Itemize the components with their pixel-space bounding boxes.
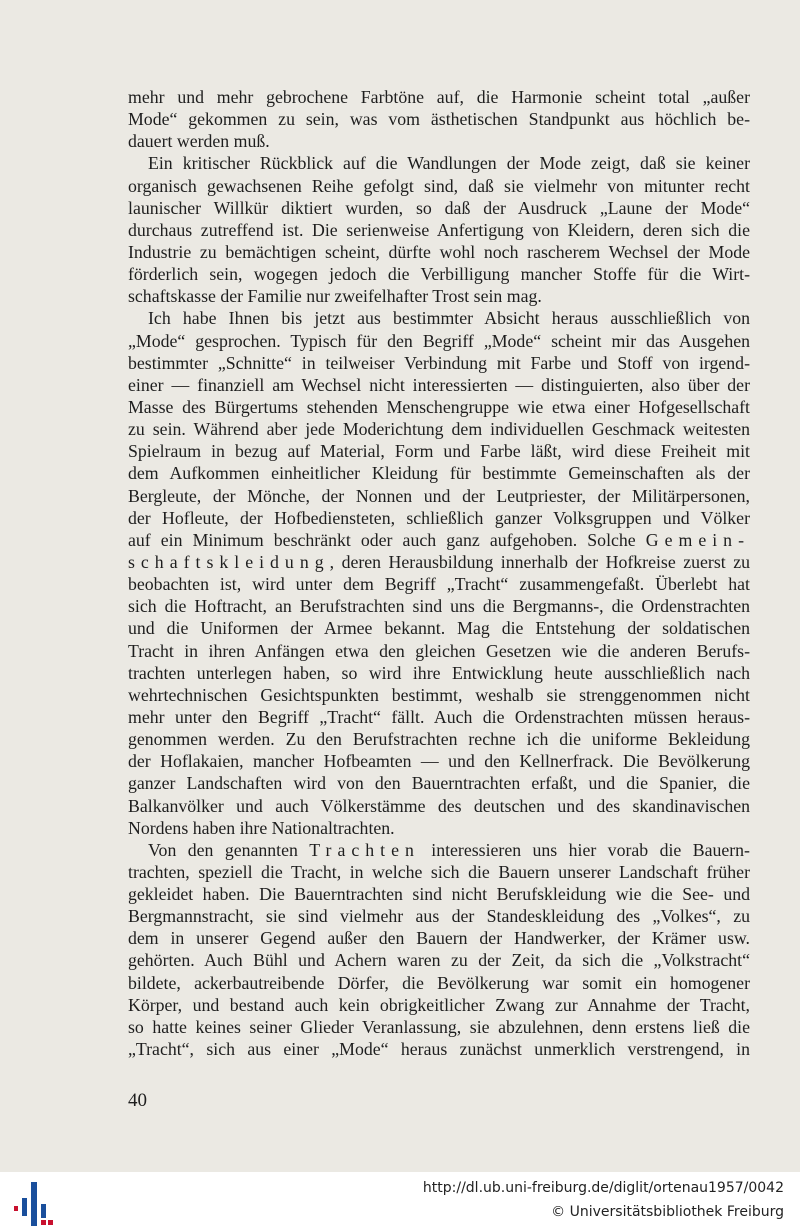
text-line: gekleidet haben. Die Bauerntrachten sind nicht Berufskleidung wie die See- und bbox=[128, 884, 750, 905]
text-line: wehrtechnischen Gesichtspunkten bestimmt, weshalb sie strenggenommen nicht bbox=[128, 684, 750, 705]
text-line: trachten unterlegen haben, so wird ihre Entwicklung heute ausschließlich nach bbox=[128, 662, 750, 683]
footer-bar bbox=[0, 1172, 800, 1232]
text-line: so hatte keines seiner Glieder Veranlassung, sie abzulehnen, denn erstens ließ die bbox=[128, 1016, 750, 1037]
page-number: 40 bbox=[128, 1090, 147, 1111]
text-line: durchaus zutreffend ist. Die serienweise Anfertigung von Kleidern, deren sich die bbox=[128, 219, 750, 240]
emphasized-word: Gemein- bbox=[645, 529, 750, 550]
text-line: Balkanvölker und auch Völkerstämme des deutschen und des skandinavischen bbox=[128, 795, 750, 816]
text-line: Industrie zu bemächtigen scheint, dürfte wohl noch rascherem Wechsel der Mode bbox=[128, 241, 750, 262]
text-line: Ich habe Ihnen bis jetzt aus bestimmter Absicht heraus ausschließlich von bbox=[148, 308, 750, 329]
copyright-notice: © Universitätsbibliothek Freiburg bbox=[551, 1204, 784, 1220]
paragraph-4 bbox=[128, 839, 750, 1060]
text-line: trachten, speziell die Tracht, in welche sich die Bauern unserer Landschaft früher bbox=[128, 861, 750, 882]
text-line: Nordens haben ihre Nationaltrachten. bbox=[128, 817, 395, 838]
text-line: schaftskasse der Familie nur zweifelhafter Trost sein mag. bbox=[128, 286, 542, 307]
text-line: Bergmannstracht, sie sind vielmehr aus der Standeskleidung des „Volkes“, zu bbox=[128, 906, 750, 927]
paragraph-1 bbox=[128, 86, 750, 152]
paragraph-2 bbox=[128, 152, 750, 307]
text-line: bildete, ackerbautreibende Dörfer, die Bevölkerung war somit ein homogener bbox=[128, 972, 750, 993]
text-line: einer — finanziell am Wechsel nicht interessierten — distinguierten, also über der bbox=[128, 374, 750, 395]
text-line: förderlich sein, wogegen jedoch die Verbilligung mancher Stoffe für die Wirt- bbox=[128, 264, 750, 285]
text-line: der Hofleute, der Hofbediensteten, schließlich ganzer Volksgruppen und Völker bbox=[128, 507, 750, 528]
text-line: dem in unserer Gegend außer den Bauern der Handwerker, der Krämer usw. bbox=[128, 928, 750, 949]
text-line: Körper, und bestand auch kein obrigkeitlicher Zwang zur Annahme der Tracht, bbox=[128, 994, 750, 1015]
text-line: dem Aufkommen einheitlicher Kleidung für bestimmte Gemeinschaften als der bbox=[128, 463, 750, 484]
text-line: auf ein Minimum beschränkt oder auch ganz aufgehoben. Solche Gemein- bbox=[128, 529, 750, 550]
text-line: bestimmter „Schnitte“ in teilweiser Verbindung mit Farbe und Stoff von irgend- bbox=[128, 352, 750, 373]
text-line: genommen werden. Zu den Berufstrachten rechne ich die uniforme Bekleidung bbox=[128, 729, 750, 750]
text-line: schaftskleidung, deren Herausbildung innerhalb der Hofkreise zuerst zu bbox=[128, 551, 750, 572]
text-line: Bergleute, der Mönche, der Nonnen und der Leutpriester, der Militärpersonen, bbox=[128, 485, 750, 506]
text-line: Spielraum in bezug auf Material, Form und Farbe läßt, wird diese Freiheit mit bbox=[128, 441, 750, 462]
paragraph-3 bbox=[128, 307, 750, 838]
body-text bbox=[128, 86, 750, 1060]
text-line: zu sein. Während aber jede Moderichtung dem individuellen Geschmack weitesten bbox=[128, 419, 750, 440]
text-line: „Mode“ gesprochen. Typisch für den Begriff „Mode“ scheint mir das Ausgehen bbox=[128, 330, 750, 351]
text-line: „Tracht“, sich aus einer „Mode“ heraus zunächst unmerklich verstrengend, in bbox=[128, 1039, 750, 1060]
text-line: Ein kritischer Rückblick auf die Wandlungen der Mode zeigt, daß sie keiner bbox=[148, 153, 750, 174]
text-line: Masse des Bürgertums stehenden Menschengruppe wie etwa einer Hofgesellschaft bbox=[128, 396, 750, 417]
text-line: beobachten ist, wird unter dem Begriff „Tracht“ zusammengefaßt. Überlebt hat bbox=[128, 574, 750, 595]
text-line: dauert werden muß. bbox=[128, 131, 270, 152]
text-line: Tracht in ihren Anfängen etwa den gleichen Gesetzen wie die anderen Berufs- bbox=[128, 640, 750, 661]
text-line: Von den genannten Trachten interessieren uns hier vorab die Bauern- bbox=[148, 839, 750, 860]
text-line: ganzer Landschaften wird von den Bauerntrachten erfaßt, und die Spanier, die bbox=[128, 773, 750, 794]
text-line: launischer Willkür diktiert wurden, so daß der Ausdruck „Laune der Mode“ bbox=[128, 197, 750, 218]
text-line: sich die Hoftracht, an Berufstrachten sind uns die Bergmanns-, die Ordenstrachten bbox=[128, 596, 750, 617]
permalink-url[interactable]: http://dl.ub.uni-freiburg.de/diglit/ortenau1957/0042 bbox=[422, 1180, 784, 1196]
emphasized-word: Trachten bbox=[309, 839, 420, 860]
text-line: organisch gewachsenen Reihe gefolgt sind, daß sie vielmehr von mitunter recht bbox=[128, 175, 750, 196]
university-library-logo-icon bbox=[14, 1182, 54, 1226]
text-line: Mode“ gekommen zu sein, was vom ästhetischen Standpunkt aus höchlich be- bbox=[128, 109, 750, 130]
text-line: und die Uniformen der Armee bekannt. Mag die Entstehung der soldatischen bbox=[128, 618, 750, 639]
text-line: mehr unter den Begriff „Tracht“ fällt. Auch die Ordenstrachten müssen heraus- bbox=[128, 706, 750, 727]
text-line: mehr und mehr gebrochene Farbtöne auf, die Harmonie scheint total „außer bbox=[128, 87, 750, 107]
emphasized-word: schaftskleidung bbox=[128, 551, 330, 572]
text-line: der Hoflakaien, mancher Hofbeamten — und den Kellnerfrack. Die Bevölkerung bbox=[128, 751, 750, 772]
text-line: gehörten. Auch Bühl und Achern waren zu der Zeit, da sich die „Volkstracht“ bbox=[128, 950, 750, 971]
